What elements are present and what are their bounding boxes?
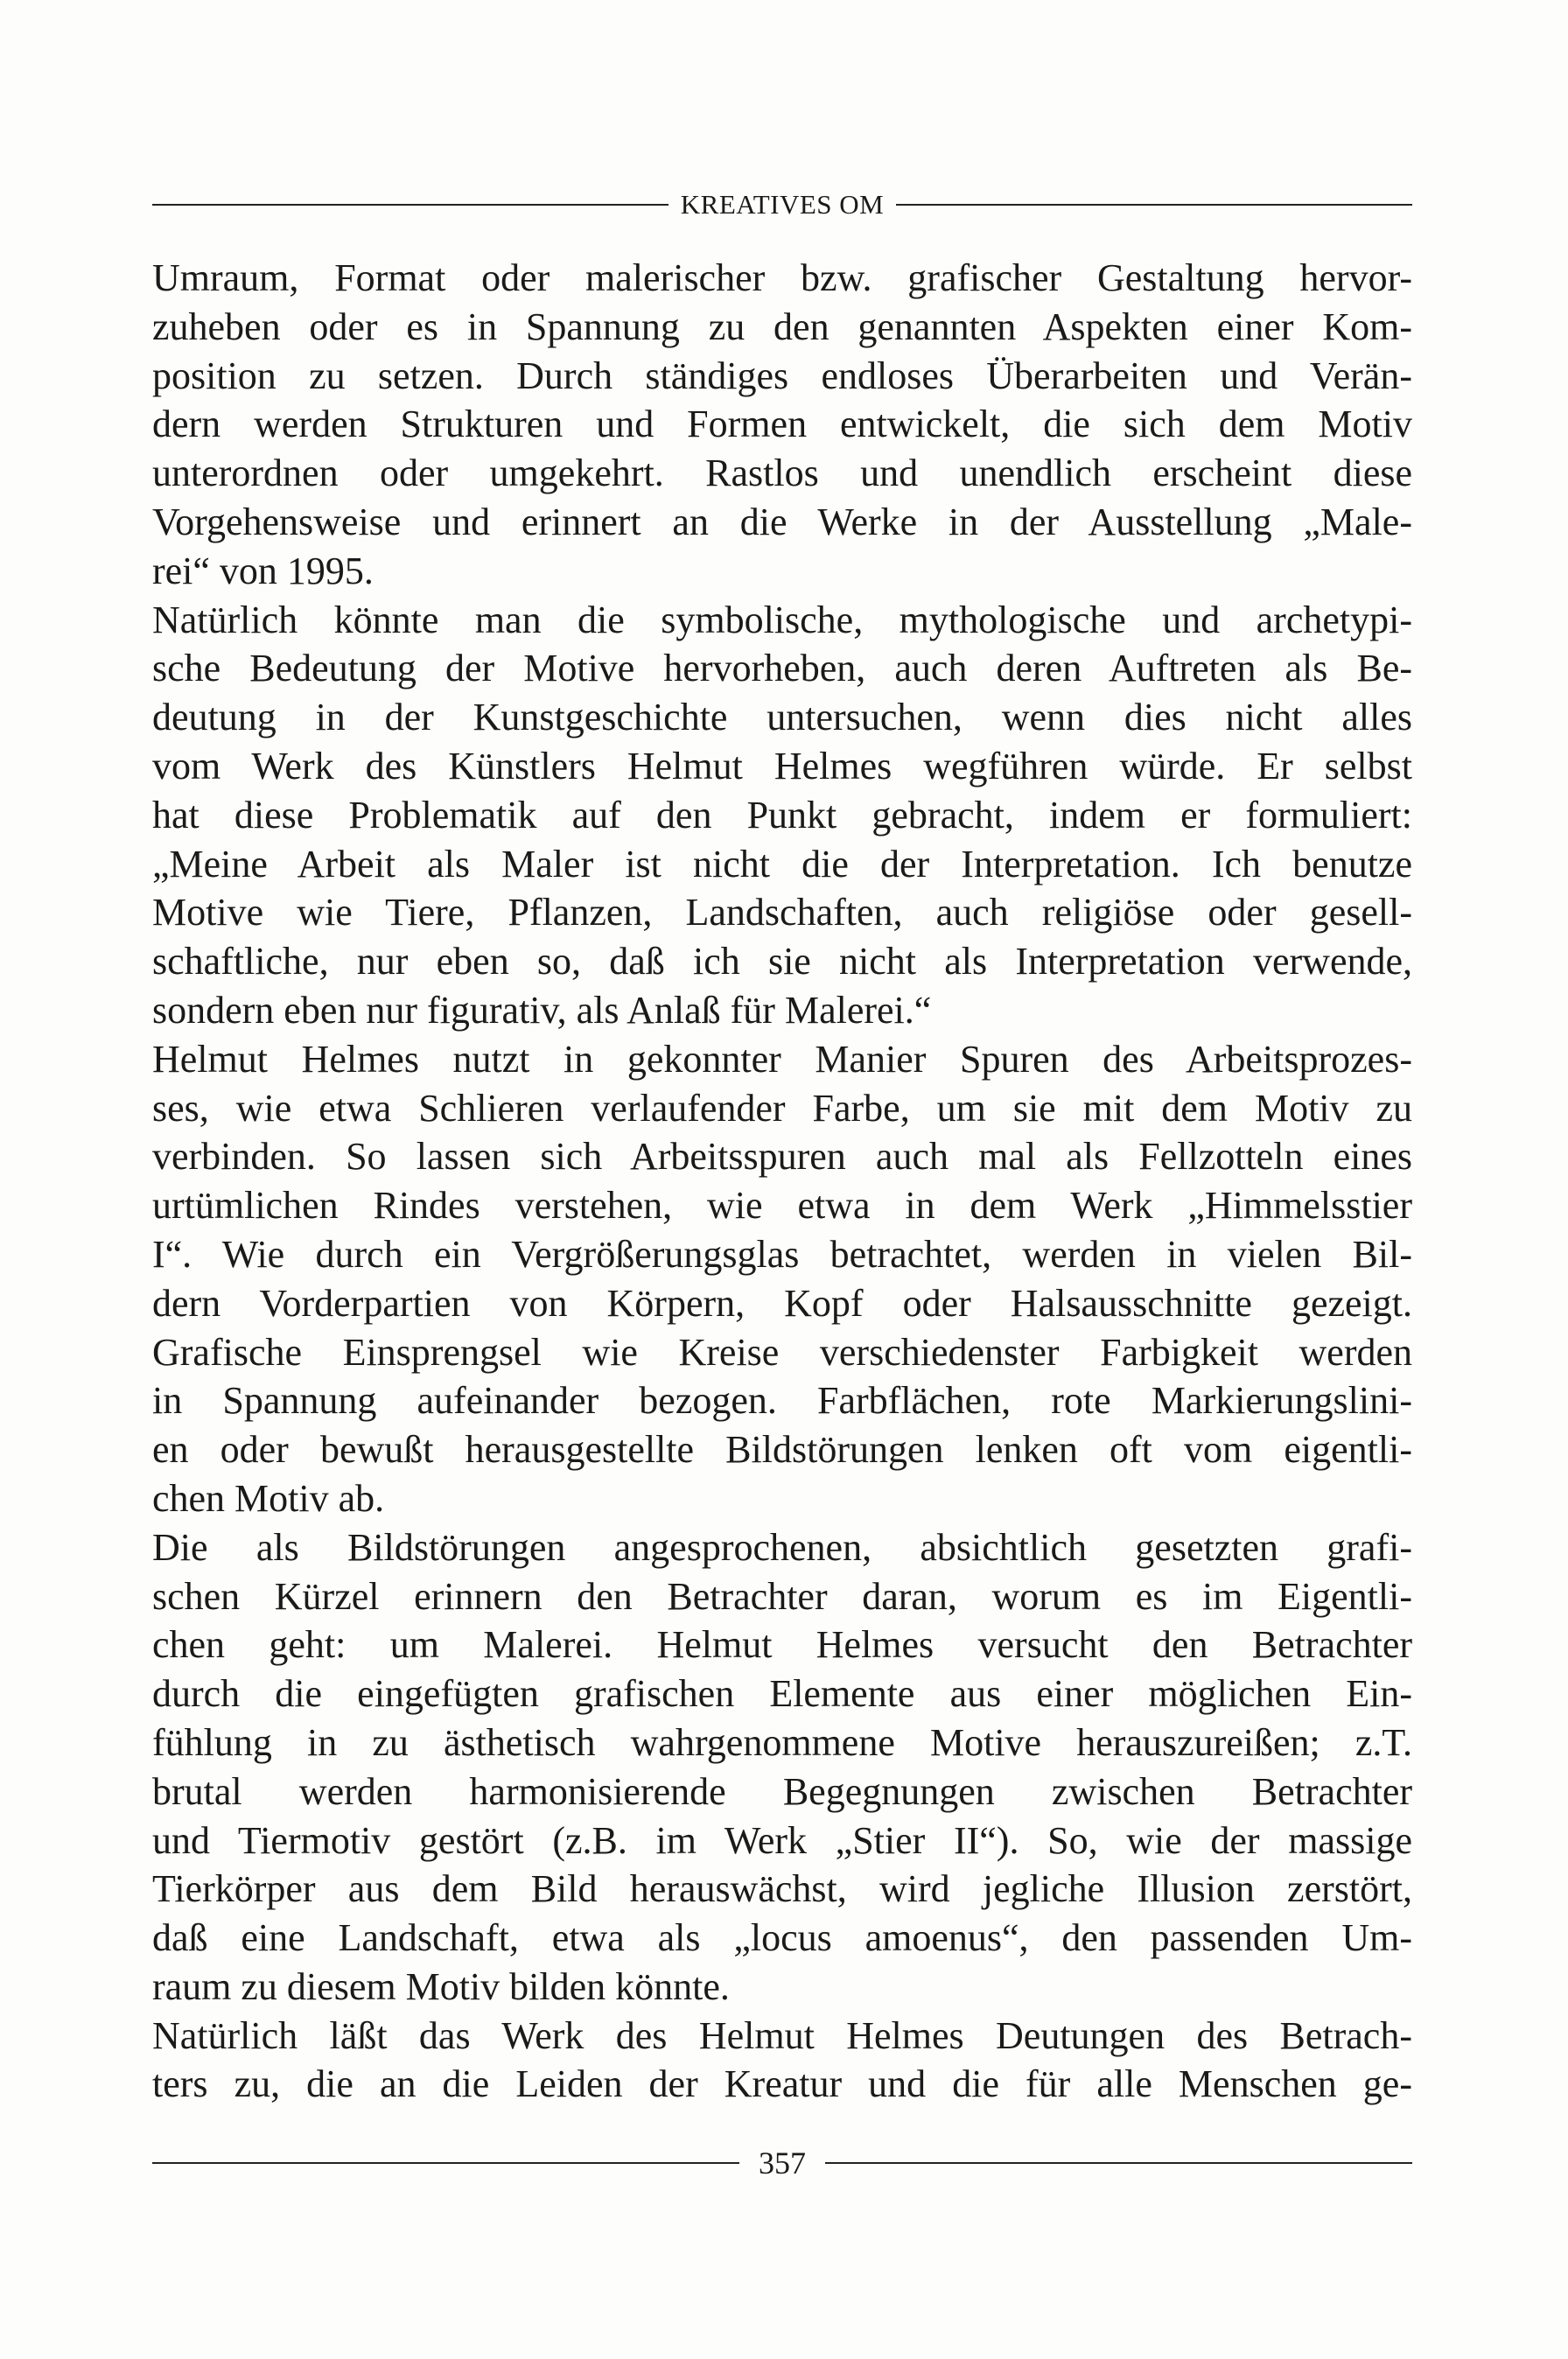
text-line: dern Vorderpartien von Körpern, Kopf oder Halsausschnitte gezeigt. (152, 1281, 1412, 1325)
text-line: hat diese Problematik auf den Punkt gebracht, indem er formuliert: (152, 793, 1412, 836)
text-line: zuheben oder es in Spannung zu den genannten Aspekten einer Kom- (152, 304, 1412, 348)
text-line: Die als Bildstörungen angesprochenen, absichtlich gesetzten grafi- (152, 1525, 1412, 1569)
text-line: unterordnen oder umgekehrt. Rastlos und unendlich erscheint diese (152, 452, 1412, 495)
page-footer (152, 2144, 1412, 2182)
text-line: brutal werden harmonisierende Begegnungen zwischen Betrachter (152, 1769, 1412, 1813)
text-line: „Meine Arbeit als Maler ist nicht die der Interpretation. Ich benutze (152, 842, 1412, 886)
body-text (152, 254, 1412, 2109)
text-line: vom Werk des Künstlers Helmut Helmes wegführen würde. Er selbst (152, 744, 1412, 788)
text-line: I“. Wie durch ein Vergrößerungsglas betrachtet, werden in vielen Bil- (152, 1232, 1412, 1276)
text-line: Natürlich könnte man die symbolische, mythologische und archetypi- (152, 598, 1412, 641)
text-line: sche Bedeutung der Motive hervorheben, auch deren Auftreten als Be- (152, 647, 1412, 690)
text-line: verbinden. So lassen sich Arbeitsspuren auch mal als Fellzotteln eines (152, 1135, 1412, 1179)
header-rule-left (152, 204, 668, 206)
text-line: Motive wie Tiere, Pflanzen, Landschaften, auch religiöse oder gesell- (152, 891, 1412, 934)
footer-rule-left (152, 2162, 739, 2164)
text-line: Helmut Helmes nutzt in gekonnter Manier Spuren des Arbeitsprozes- (152, 1037, 1412, 1081)
text-line: dern werden Strukturen und Formen entwickelt, die sich dem Motiv (152, 402, 1412, 446)
footer-rule-right (825, 2162, 1412, 2164)
text-line: Vorgehensweise und erinnert an die Werke in der Ausstellung „Male- (152, 500, 1412, 543)
text-line: durch die eingefügten grafischen Elemente aus einer möglichen Ein- (152, 1672, 1412, 1716)
running-head-title: KREATIVES OM (680, 189, 885, 220)
text-line: ters zu, die an die Leiden der Kreatur und die für alle Menschen ge- (152, 2062, 1412, 2106)
text-line: Umraum, Format oder malerischer bzw. grafischer Gestaltung hervor- (152, 256, 1412, 299)
text-line: en oder bewußt herausgestellte Bildstörungen lenken oft vom eigentli- (152, 1428, 1412, 1472)
paragraph (152, 1035, 1412, 1523)
paragraph (152, 596, 1412, 1035)
text-line: daß eine Landschaft, etwa als „locus amoenus“, den passenden Um- (152, 1916, 1412, 1960)
page-number: 357 (759, 2146, 806, 2180)
running-head (152, 187, 1412, 222)
text-line: chen geht: um Malerei. Helmut Helmes versucht den Betrachter (152, 1623, 1412, 1667)
text-line: deutung in der Kunstgeschichte untersuchen, wenn dies nicht alles (152, 696, 1412, 739)
text-line: chen Motiv ab. (152, 1476, 385, 1520)
paragraph (152, 254, 1412, 596)
text-line: und Tiermotiv gestört (z.B. im Werk „Stier II“). So, wie der massige (152, 1818, 1412, 1862)
text-line: raum zu diesem Motiv bilden könnte. (152, 1964, 730, 2008)
text-line: schaftliche, nur eben so, daß ich sie nicht als Interpretation verwende, (152, 940, 1412, 984)
text-line: Tierkörper aus dem Bild herauswächst, wird jegliche Illusion zerstört, (152, 1867, 1412, 1911)
text-line: urtümlichen Rindes verstehen, wie etwa in dem Werk „Himmelsstier (152, 1184, 1412, 1228)
text-line: Natürlich läßt das Werk des Helmut Helmes Deutungen des Betrach- (152, 2013, 1412, 2057)
text-line: sondern eben nur figurativ, als Anlaß für Malerei.“ (152, 988, 932, 1032)
text-line: fühlung in zu ästhetisch wahrgenommene Motive herauszureißen; z.T. (152, 1720, 1412, 1764)
header-rule-right (896, 204, 1412, 206)
text-line: Grafische Einsprengsel wie Kreise verschiedenster Farbigkeit werden (152, 1330, 1412, 1374)
text-line: in Spannung aufeinander bezogen. Farbflächen, rote Markierungslini- (152, 1379, 1412, 1423)
text-line: schen Kürzel erinnern den Betrachter daran, worum es im Eigentli- (152, 1574, 1412, 1618)
text-line: ses, wie etwa Schlieren verlaufender Farbe, um sie mit dem Motiv zu (152, 1086, 1412, 1130)
paragraph (152, 2012, 1412, 2110)
text-line: position zu setzen. Durch ständiges endloses Überarbeiten und Verän- (152, 354, 1412, 397)
paragraph (152, 1523, 1412, 2012)
text-line: rei“ von 1995. (152, 549, 374, 592)
